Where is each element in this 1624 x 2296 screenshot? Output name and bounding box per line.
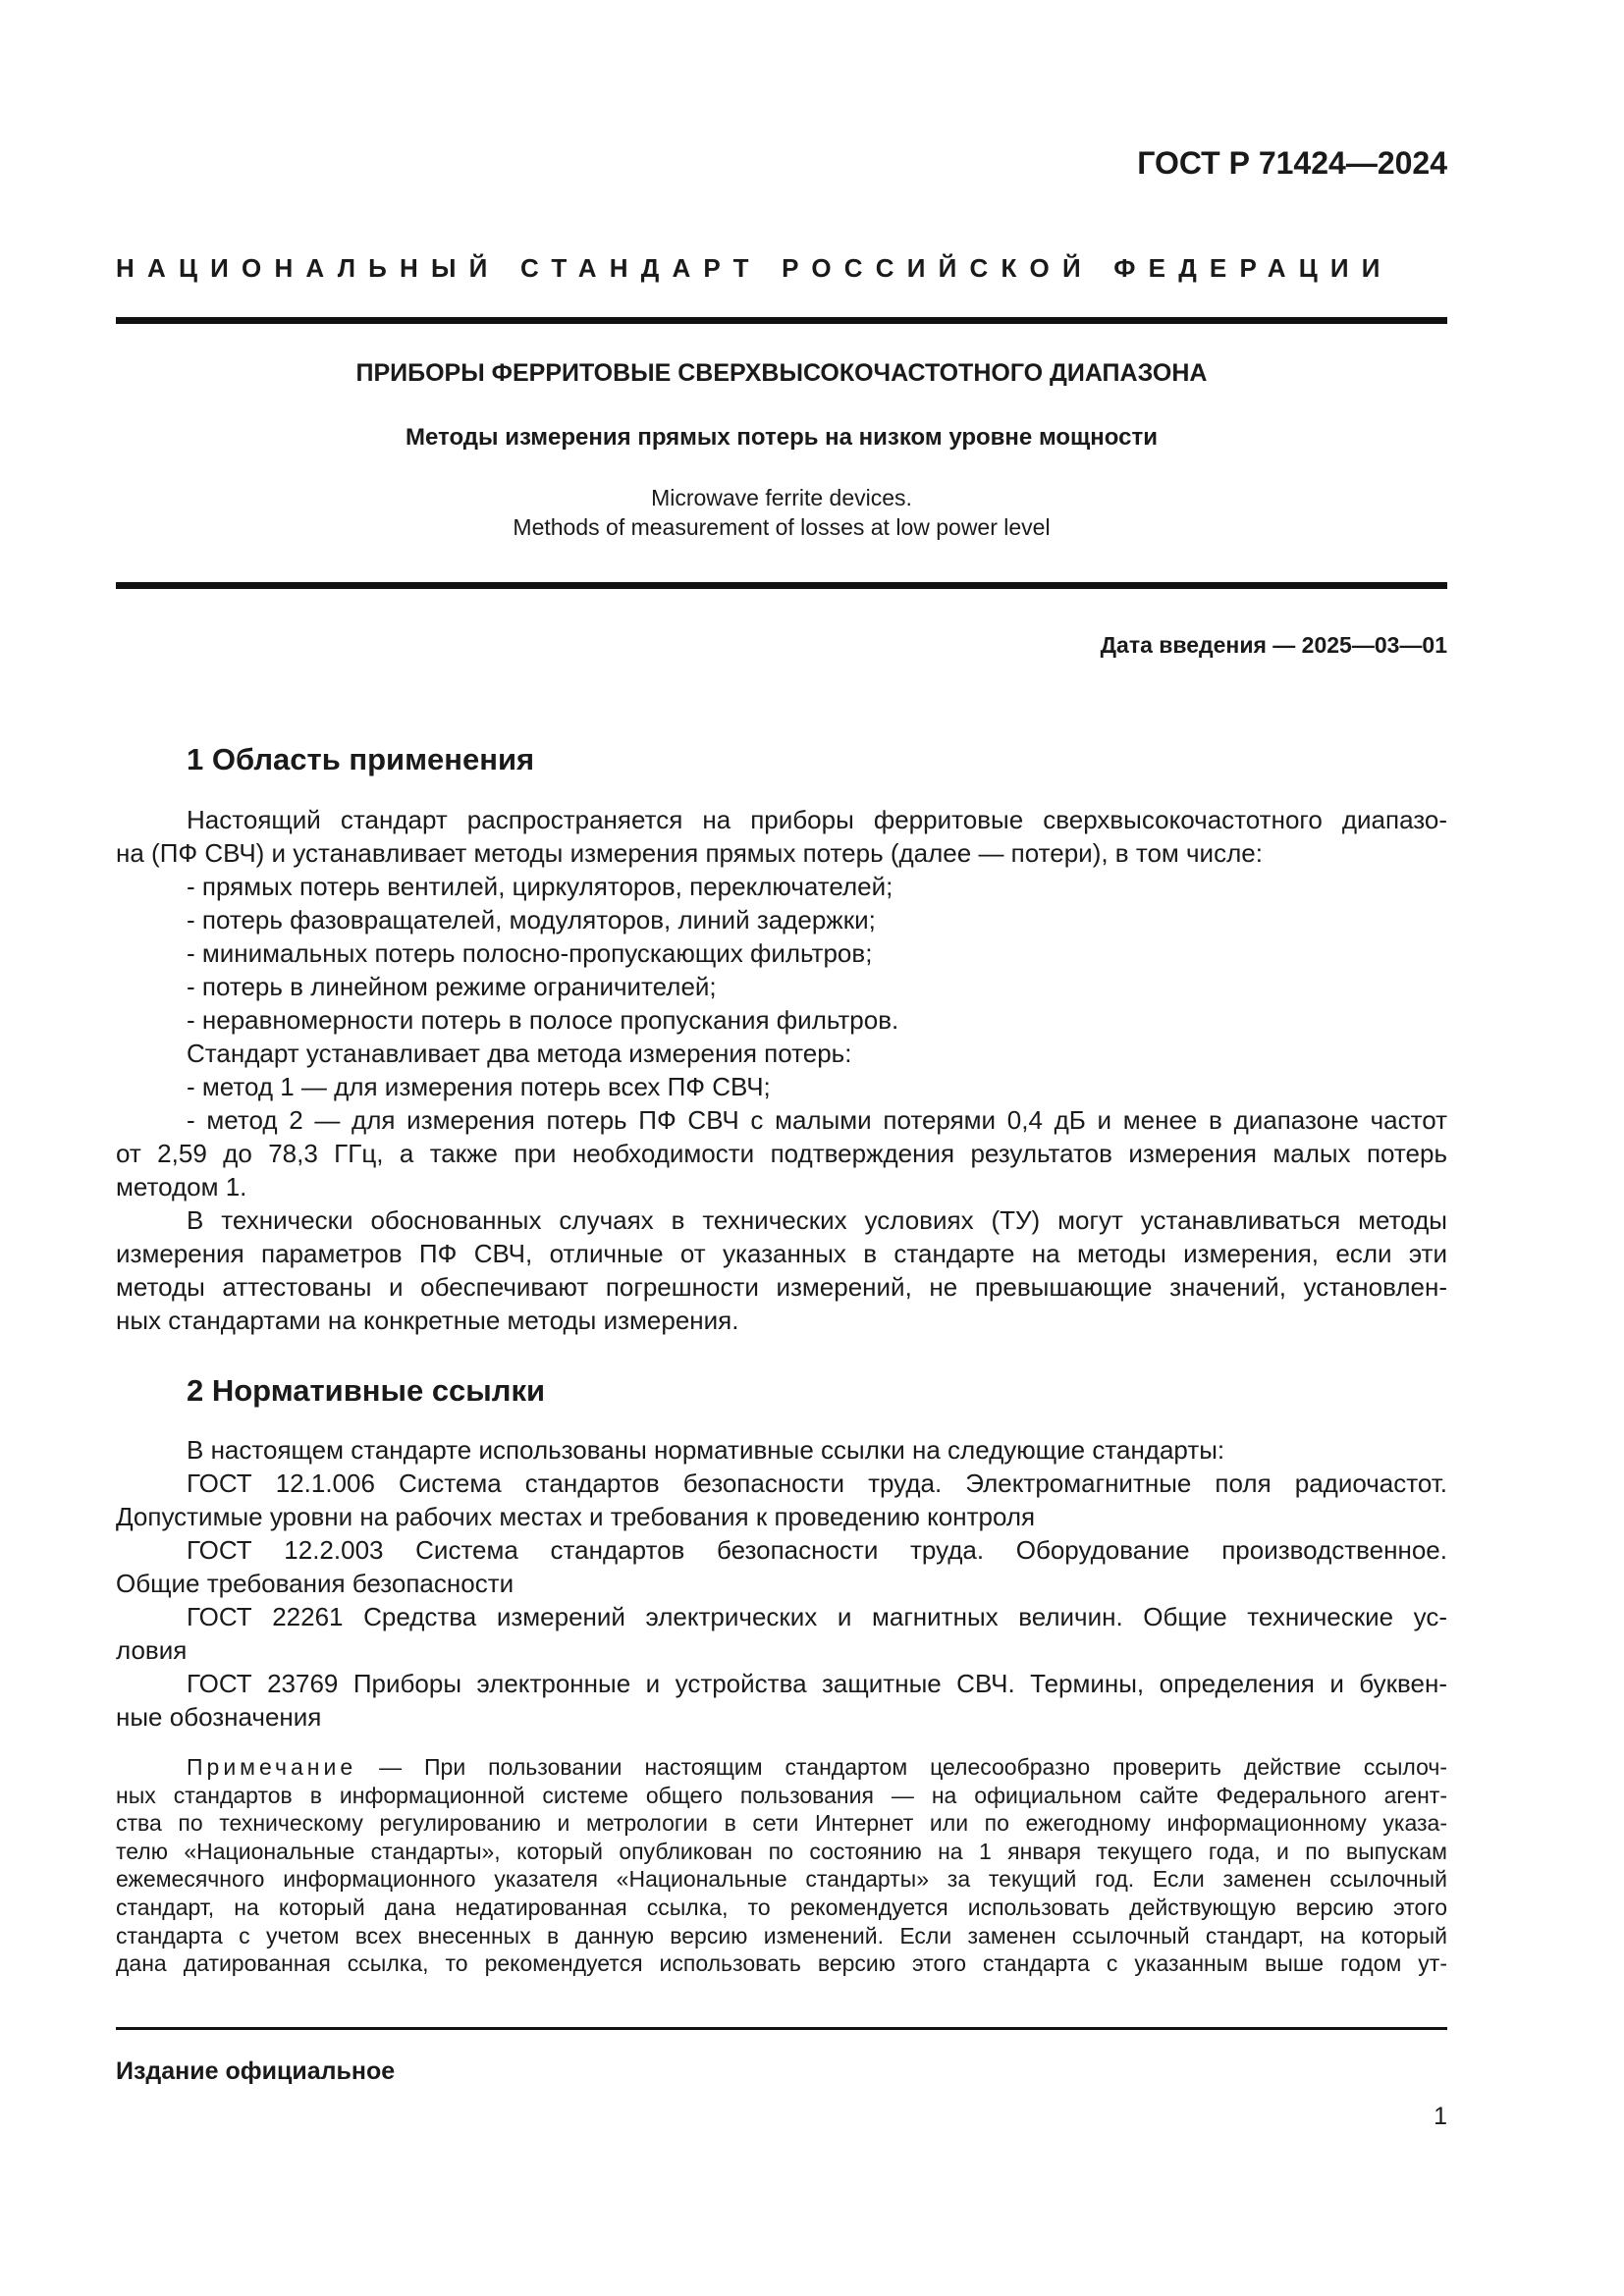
english-title-line-1: Microwave ferrite devices. <box>651 485 912 510</box>
document-title: ПРИБОРЫ ФЕРРИТОВЫЕ СВЕРХВЫСОКОЧАСТОТНОГО ДИАПАЗОНА <box>355 359 1208 387</box>
list-item: - потерь фазовращателей, модуляторов, линий задержки; <box>187 905 876 934</box>
method-2-line-3: методом 1. <box>116 1172 247 1201</box>
section-2-intro: В настоящем стандарте использованы нормативные ссылки на следующие стандарты: <box>187 1435 1225 1465</box>
note-line-8: дана датированная ссылка, то рекомендуется использовать версию этого стандарта с указанным выше годом ут- <box>116 1950 1447 1977</box>
reference-gost-22261-line-2: ловия <box>116 1635 188 1665</box>
footer-divider <box>116 2027 1447 2030</box>
note-line-2: ных стандартов в информационной системе общего пользования — на официальном сайте Федерального агент- <box>116 1782 1447 1808</box>
section-1-paragraph-3-line-1: В технически обоснованных случаях в технических условиях (ТУ) могут устанавливаться методы <box>187 1205 1447 1235</box>
introduction-date: Дата введения — 2025—03—01 <box>1100 632 1447 658</box>
title-divider <box>116 582 1447 589</box>
note-line-7: стандарта с учетом всех внесенных в данную версию изменений. Если заменен ссылочный стандарт, на который <box>116 1922 1447 1949</box>
section-1-paragraph-3-line-3: методы аттестованы и обеспечивают погрешности измерений, не превышающие значений, установлен- <box>116 1272 1447 1302</box>
top-divider <box>116 317 1447 324</box>
page-number: 1 <box>1434 2103 1447 2130</box>
document-subtitle: Методы измерения прямых потерь на низком уровне мощности <box>406 424 1158 451</box>
section-1-paragraph-3-line-4: ных стандартами на конкретные методы измерения. <box>116 1306 739 1335</box>
list-item: - минимальных потерь полосно-пропускающих фильтров; <box>187 938 873 968</box>
note-line-5: ежемесячного информационного указателя «Национальные стандарты» за текущий год. Если заменен ссылочный <box>116 1866 1447 1893</box>
note-line-1: Примечание — При пользовании настоящим стандартом целесообразно проверить действие ссылоч- <box>187 1754 1447 1780</box>
list-item: - неравномерности потерь в полосе пропускания фильтров. <box>187 1005 899 1035</box>
note-line-4: телю «Национальные стандарты», который опубликован по состоянию на 1 января текущего года, и по выпускам <box>116 1838 1447 1864</box>
document-code: ГОСТ Р 71424—2024 <box>1137 145 1447 181</box>
section-1-heading: 1 Область применения <box>187 742 535 776</box>
official-edition-label: Издание официальное <box>116 2057 396 2085</box>
reference-gost-23769-line-2: ные обозначения <box>116 1702 322 1732</box>
english-title-line-2: Methods of measurement of losses at low power level <box>513 514 1051 540</box>
section-2-heading: 2 Нормативные ссылки <box>187 1373 546 1408</box>
reference-gost-12-2-003-line-1: ГОСТ 12.2.003 Система стандартов безопасности труда. Оборудование производственное. <box>187 1535 1447 1565</box>
reference-gost-22261-line-1: ГОСТ 22261 Средства измерений электрических и магнитных величин. Общие технические ус- <box>187 1602 1447 1631</box>
reference-gost-23769-line-1: ГОСТ 23769 Приборы электронные и устройства защитные СВЧ. Термины, определения и буквен- <box>187 1669 1447 1698</box>
note-line-6: стандарт, на который дана недатированная ссылка, то рекомендуется использовать действующую версию этого <box>116 1894 1447 1920</box>
national-standard-title: НАЦИОНАЛЬНЫЙ СТАНДАРТ РОССИЙСКОЙ ФЕДЕРАЦИИ <box>116 253 1393 283</box>
list-item: - потерь в линейном режиме ограничителей; <box>187 972 717 1001</box>
note-line-3: ства по техническому регулированию и метрологии в сети Интернет или по ежегодному информационному указа- <box>116 1810 1447 1837</box>
note-label: Примечание <box>187 1754 357 1780</box>
method-2-line-2: от 2,59 до 78,3 ГГц, а также при необходимости подтверждения результатов измерения малых потерь <box>116 1139 1447 1168</box>
list-item: - прямых потерь вентилей, циркуляторов, переключателей; <box>187 872 893 901</box>
reference-gost-12-2-003-line-2: Общие требования безопасности <box>116 1569 514 1598</box>
section-1-paragraph-2: Стандарт устанавливает два метода измерения потерь: <box>187 1039 852 1068</box>
reference-gost-12-1-006-line-2: Допустимые уровни на рабочих местах и требования к проведению контроля <box>116 1502 1036 1531</box>
reference-gost-12-1-006-line-1: ГОСТ 12.1.006 Система стандартов безопасности труда. Электромагнитные поля радиочастот. <box>187 1468 1447 1498</box>
section-1-paragraph-1-line-1: Настоящий стандарт распространяется на приборы ферритовые сверхвысокочастотного диапазо- <box>187 805 1447 834</box>
method-2-line-1: - метод 2 — для измерения потерь ПФ СВЧ с малыми потерями 0,4 дБ и менее в диапазоне частот <box>187 1105 1447 1135</box>
section-1-paragraph-3-line-2: измерения параметров ПФ СВЧ, отличные от указанных в стандарте на методы измерения, если эти <box>116 1239 1447 1268</box>
note-block <box>116 1753 1447 1978</box>
method-1-item: - метод 1 — для измерения потерь всех ПФ СВЧ; <box>187 1072 771 1101</box>
section-1-paragraph-1-line-2: на (ПФ СВЧ) и устанавливает методы измерения прямых потерь (далее — потери), в том числе: <box>116 838 1263 868</box>
